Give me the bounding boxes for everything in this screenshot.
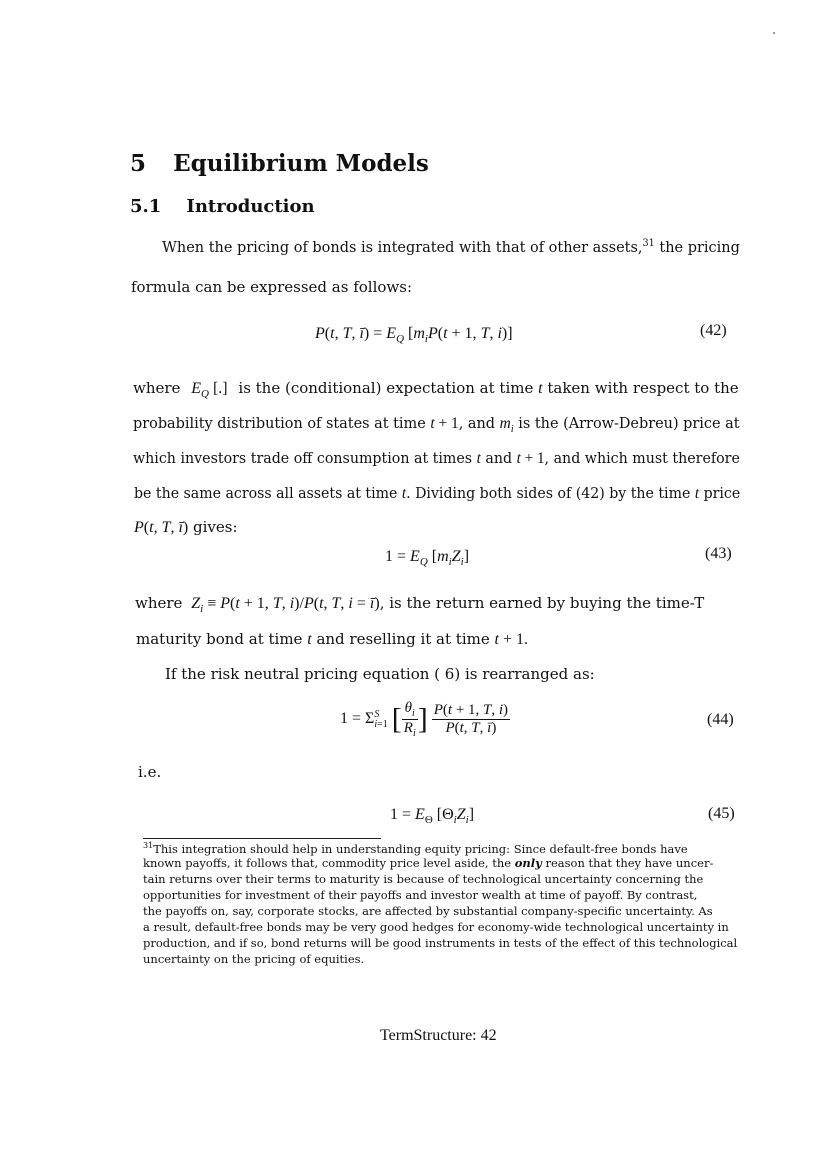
equation-number: (45) bbox=[708, 805, 735, 822]
paragraph-line: where $Z_i \equiv P(t + 1$, T, i)/P(t, T, i = ī), is the return earned by buying the time-T bbox=[135, 594, 705, 616]
equation-number: (42) bbox=[700, 322, 727, 339]
equation-42: P(t, T, ī) = $E_Q$ [$m_iP(t + 1$, T, i)] bbox=[315, 325, 513, 346]
footnote-line: the payoffs on, say, corporate stocks, are affected by substantial company-specific uncertainty. As bbox=[143, 904, 713, 918]
paragraph-line: maturity bond at time t and reselling it at time t + 1. bbox=[136, 630, 528, 648]
paragraph-line: where $E_Q$ [.] is the (conditional) expectation at time t taken with respect to the bbox=[133, 379, 739, 401]
section-number: 5 bbox=[130, 150, 147, 177]
section-heading bbox=[130, 150, 429, 177]
footnote-line: uncertainty on the pricing of equities. bbox=[143, 952, 365, 966]
footnote-line: a result, default-free bonds may be very good hedges for economy-wide technological uncertainty in bbox=[143, 920, 729, 934]
equation-45: $1 = E_\Theta$ $[\Theta_iZ_i]$ bbox=[390, 806, 475, 827]
footnote-reference: 31 bbox=[642, 238, 655, 249]
subsection-heading bbox=[130, 196, 315, 217]
footnote-line: opportunities for investment of their payoffs and investor wealth at time of payoff. By contrast, bbox=[143, 888, 698, 902]
section-title: Equilibrium Models bbox=[173, 150, 429, 177]
equation-number: (44) bbox=[707, 711, 734, 728]
footnote-line: known payoffs, it follows that, commodity price level aside, the only reason that they have uncer- bbox=[143, 856, 714, 870]
scan-speck bbox=[773, 32, 775, 34]
page-footer: TermStructure: 42 bbox=[380, 1027, 497, 1044]
equation-44: 1 = ΣS i=1 [ $\frac{\theta_i}{R_i}$ ] $\frac{P(t + 1, T, i)}{P(t, T, ī)}$ bbox=[340, 700, 509, 739]
footnote-line: tain returns over their terms to maturity is because of technological uncertainty concerning the bbox=[143, 872, 704, 886]
paragraph-line: When the pricing of bonds is integrated with that of other assets,$^{31}$ the pricing bbox=[162, 238, 740, 256]
paragraph-line: be the same across all assets at time t. Dividing both sides of (42) by the time t price bbox=[134, 484, 741, 502]
paragraph-line: P(t, T, ī) gives: bbox=[134, 518, 238, 536]
equation-43: $1 = E_Q$ $[m_iZ_i]$ bbox=[385, 548, 470, 569]
paragraph-line: i.e. bbox=[138, 763, 162, 781]
footnote-line: $^{31}$This integration should help in understanding equity pricing: Since default-free bonds have bbox=[143, 841, 688, 856]
equation-number: (43) bbox=[705, 545, 732, 562]
paragraph-line: probability distribution of states at time t + 1, and $m_i$ is the (Arrow-Debreu) price at bbox=[133, 414, 740, 436]
paragraph-line: which investors trade off consumption at times t and t + 1, and which must therefore bbox=[133, 449, 740, 467]
subsection-title: Introduction bbox=[186, 196, 315, 217]
footnote-line: production, and if so, bond returns will be good instruments in tests of the effect of this technological bbox=[143, 936, 738, 950]
paragraph-line: formula can be expressed as follows: bbox=[131, 278, 413, 296]
subsection-number: 5.1 bbox=[130, 196, 162, 217]
footnote-marker: 31 bbox=[143, 841, 154, 850]
paragraph-line: If the risk neutral pricing equation ( 6) is rearranged as: bbox=[165, 665, 595, 683]
footnote-rule bbox=[143, 838, 381, 839]
